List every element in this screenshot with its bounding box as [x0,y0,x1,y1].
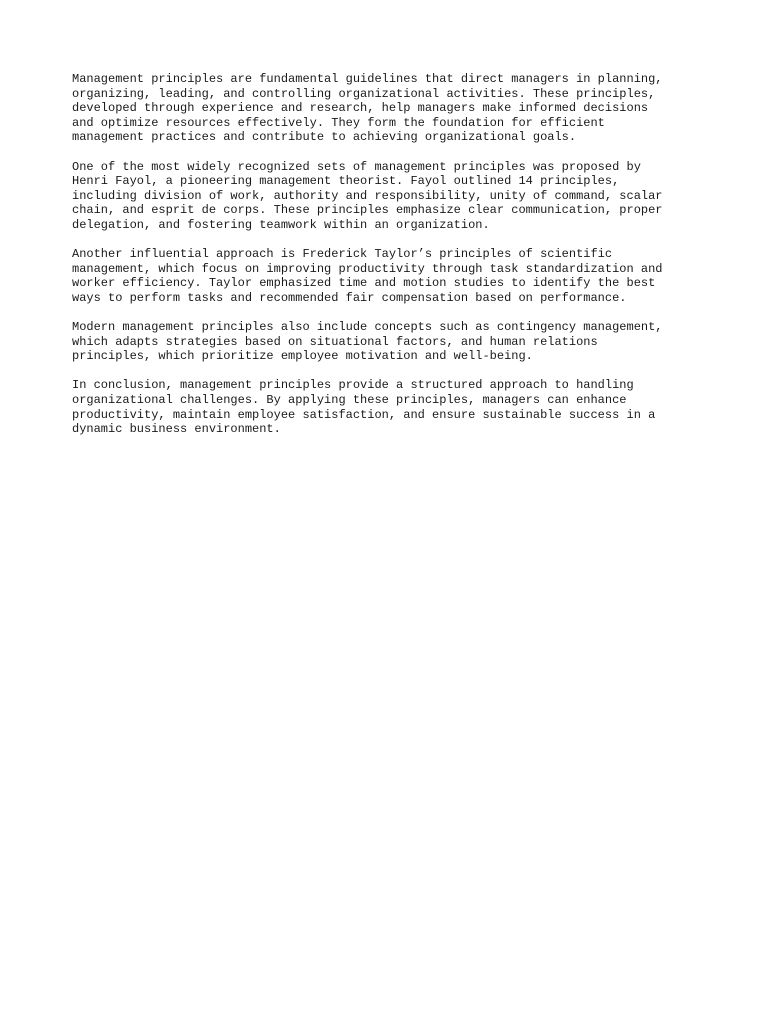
paragraph-conclusion: In conclusion, management principles provide a structured approach to handling organizational challenges. By applying these principles, managers can enhance productivity, maintain employee satisfaction, and ensure sustainable success in a dynamic business environment. [72,378,656,437]
paragraph-taylor: Another influential approach is Frederick Taylor’s principles of scientific management, which focus on improving productivity through task standardization and worker efficiency. Taylor emphasized time and motion studies to identify the best ways to perform tasks and recommended fair compensation based on performance. [72,247,663,305]
paragraph-modern: Modern management principles also include concepts such as contingency management, which adapts strategies based on situational factors, and human relations principles, which prioritize employee motivation and well-being. [72,320,663,364]
paragraph-fayol: One of the most widely recognized sets of management principles was proposed by Henri Fayol, a pioneering management theorist. Fayol outlined 14 principles, including division of work, authority and responsibility, unity of command, scalar chain, and esprit de corps. These principles emphasize clear communication, proper delegation, and fostering teamwork within an organization. [72,159,663,232]
document-page [72,72,696,451]
paragraph-intro: Management principles are fundamental guidelines that direct managers in planning, organizing, leading, and controlling organizational activities. These principles, developed through experience and research, help managers make informed decisions and optimize resources effectively. They form the foundation for efficient management practices and contribute to achieving organizational goals. [72,72,663,145]
